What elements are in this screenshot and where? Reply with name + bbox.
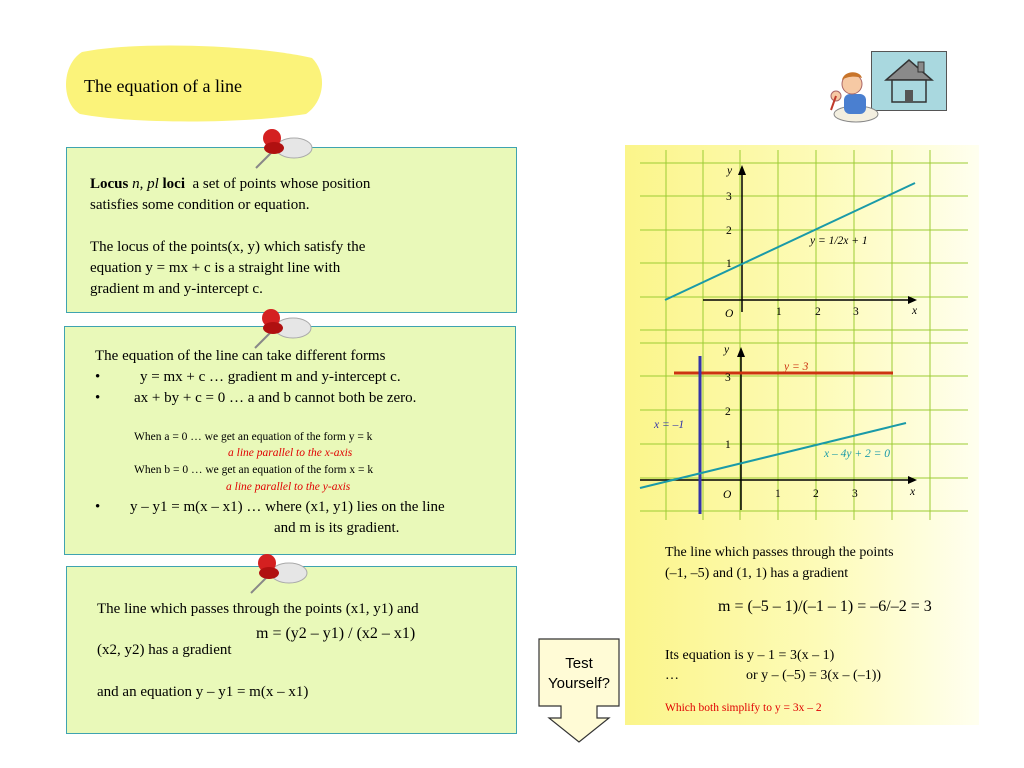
g1-ytick: 2 — [726, 225, 732, 237]
pushpin-icon — [245, 547, 311, 599]
parallel-x-axis-note: a line parallel to the x-axis — [228, 447, 353, 459]
example-line3: Its equation is y – 1 = 3(x – 1) — [665, 648, 835, 663]
bullet-1: • — [95, 369, 101, 385]
test-label-line2: Yourself? — [548, 675, 610, 692]
home-icon — [886, 60, 932, 102]
g1-ytick: 3 — [726, 191, 732, 203]
g2-red-label: y = 3 — [784, 361, 809, 373]
locus-line4: equation y = mx + c is a straight line with — [90, 260, 341, 276]
plural-abbrev: pl — [147, 176, 159, 192]
example-line4: or y – (–5) = 3(x – (–1)) — [746, 668, 882, 683]
forms-intro: The equation of the line can take different forms — [95, 348, 386, 364]
form-point-gradient-cont: and m is its gradient. — [274, 520, 400, 536]
example-line5: Which both simplify to y = 3x – 2 — [665, 702, 822, 714]
home-button[interactable] — [871, 51, 947, 111]
g2-ytick: 2 — [725, 406, 731, 418]
g2-x-label: x — [910, 486, 916, 498]
form-slope-intercept: y = mx + c … gradient m and y-intercept c. — [140, 369, 401, 385]
noun-abbrev: n — [132, 176, 140, 192]
g2-ytick: 1 — [725, 439, 731, 451]
g2-xtick: 3 — [852, 488, 858, 500]
example-gradient: m = (–5 – 1)/(–1 – 1) = –6/–2 = 3 — [718, 598, 932, 615]
two-points-line3: and an equation y – y1 = m(x – x1) — [97, 684, 309, 700]
term-locus: Locus — [90, 176, 129, 192]
g1-xtick: 2 — [815, 306, 821, 318]
g2-teal-label: x – 4y + 2 = 0 — [824, 448, 890, 460]
locus-line3: The locus of the points(x, y) which satisfy the — [90, 239, 366, 255]
locus-definition-text — [90, 174, 510, 300]
form-point-gradient: y – y1 = m(x – x1) … where (x1, y1) lies on the line — [130, 499, 445, 515]
pushpin-icon — [250, 122, 316, 174]
gradient-formula: m = (y2 – y1) / (x2 – x1) — [256, 625, 416, 642]
parallel-y-axis-note: a line parallel to the y-axis — [226, 481, 351, 493]
g1-origin: O — [725, 308, 734, 320]
bullet-3: • — [95, 499, 101, 515]
g1-x-label: x — [912, 305, 918, 317]
test-yourself-button[interactable] — [536, 638, 622, 744]
example-line2: (–1, –5) and (1, 1) has a gradient — [665, 566, 849, 581]
g2-ytick: 3 — [725, 372, 731, 384]
term-loci: loci — [162, 176, 186, 192]
student-cartoon-icon — [826, 66, 880, 128]
g2-xtick: 2 — [813, 488, 819, 500]
g2-origin: O — [723, 489, 732, 501]
g1-y-label: y — [727, 165, 733, 177]
locus-line5: gradient m and y-intercept c. — [90, 281, 263, 297]
page-title: The equation of a line — [84, 76, 242, 96]
bullet-2: • — [95, 390, 101, 406]
two-points-line1: The line which passes through the points (x1, y1) and — [97, 601, 419, 617]
g2-blue-label: x = –1 — [654, 419, 685, 431]
g1-ytick: 1 — [726, 258, 732, 270]
test-label-line1: Test — [565, 655, 593, 672]
example-line4-ellipsis: … — [665, 668, 679, 683]
g1-xtick: 1 — [776, 306, 782, 318]
two-points-line2: (x2, y2) has a gradient — [97, 642, 232, 658]
comma-sep: , — [139, 176, 148, 192]
when-b-zero: When b = 0 … we get an equation of the form x = k — [134, 464, 374, 476]
g1-xtick: 3 — [853, 306, 859, 318]
definition-line1: a set of points whose position — [192, 176, 371, 192]
g2-y-label: y — [724, 344, 730, 356]
graphs-svg — [625, 145, 979, 525]
g1-line-label: y = 1/2x + 1 — [810, 235, 868, 247]
g2-xtick: 1 — [775, 488, 781, 500]
example-line1: The line which passes through the points — [665, 545, 894, 560]
pushpin-icon — [249, 302, 315, 354]
form-general: ax + by + c = 0 … a and b cannot both be zero. — [134, 390, 417, 406]
definition-line2: satisfies some condition or equation. — [90, 197, 310, 213]
when-a-zero: When a = 0 … we get an equation of the form y = k — [134, 431, 373, 443]
